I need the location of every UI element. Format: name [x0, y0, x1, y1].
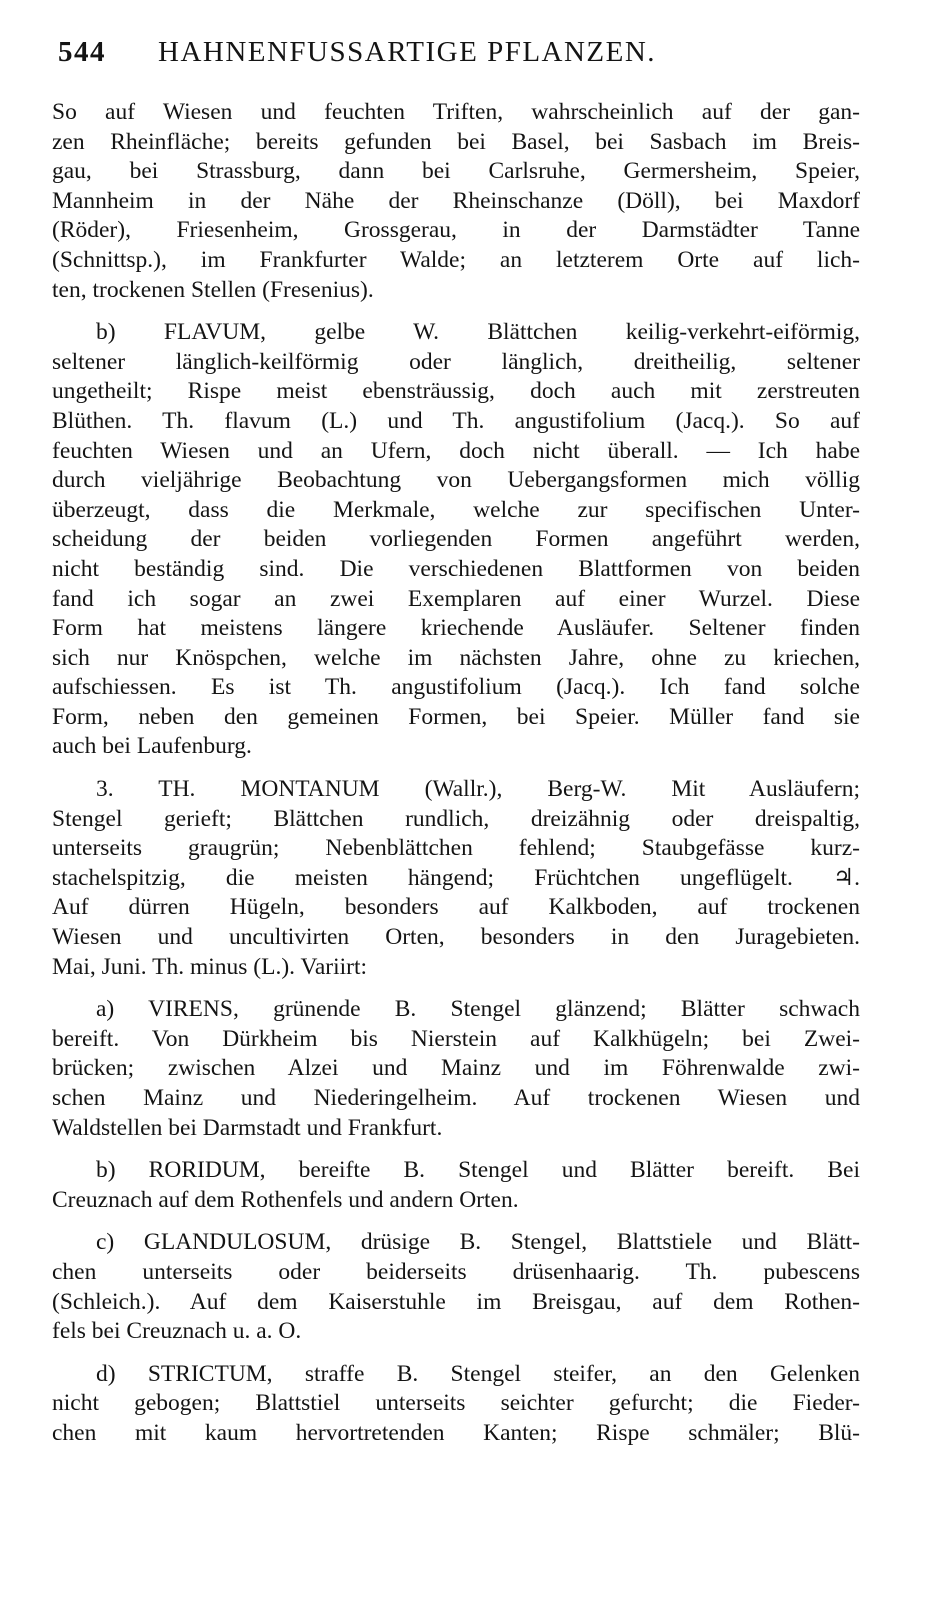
text-line: Creuznach auf dem Rothenfels und andern Orten. — [52, 1186, 519, 1213]
text-line: sich nur Knöspchen, welche im nächsten Jahre, ohne zu kriechen, — [52, 644, 860, 671]
text-line: Form hat meistens längere kriechende Ausläufer. Seltener finden — [52, 615, 860, 642]
text-line: Blüthen. Th. flavum (L.) und Th. angustifolium (Jacq.). So auf — [52, 407, 860, 434]
text-line: durch vieljährige Beobachtung von Uebergangsformen mich völlig — [52, 467, 860, 494]
text-line: bereift. Von Dürkheim bis Nierstein auf Kalkhügeln; bei Zwei- — [52, 1025, 860, 1052]
text-line: Stengel gerieft; Blättchen rundlich, dreizähnig oder dreispaltig, — [52, 805, 860, 832]
paragraph-species-montanum — [52, 775, 860, 982]
text-line: c) GLANDULOSUM, drüsige B. Stengel, Blattstiele und Blätt- — [96, 1229, 860, 1256]
text-line: Auf dürren Hügeln, besonders auf Kalkboden, auf trockenen — [52, 894, 860, 921]
text-line: chen mit kaum hervortretenden Kanten; Rispe schmäler; Blü- — [52, 1419, 860, 1446]
text-line: scheidung der beiden vorliegenden Formen angeführt werden, — [52, 526, 860, 553]
text-line: (Schleich.). Auf dem Kaiserstuhle im Breisgau, auf dem Rothen- — [52, 1288, 860, 1315]
text-line: gau, bei Strassburg, dann bei Carlsruhe, Germersheim, Speier, — [52, 158, 860, 185]
text-line: (Röder), Friesenheim, Grossgerau, in der Darmstädter Tanne — [52, 217, 860, 244]
text-line: (Schnittsp.), im Frankfurter Walde; an letzterem Orte auf lich- — [52, 246, 860, 273]
text-line: a) VIRENS, grünende B. Stengel glänzend; Blätter schwach — [96, 996, 860, 1023]
text-line: fels bei Creuznach u. a. O. — [52, 1318, 302, 1345]
paragraph-habitat — [52, 98, 860, 305]
paragraph-variety-roridum — [52, 1156, 860, 1215]
text-line: 3. TH. MONTANUM (Wallr.), Berg-W. Mit Ausläufern; — [96, 776, 860, 803]
running-head-title: HAHNENFUSSARTIGE PFLANZEN. — [158, 36, 657, 68]
text-line: d) STRICTUM, straffe B. Stengel steifer, an den Gelenken — [96, 1360, 860, 1387]
text-line: auch bei Laufenburg. — [52, 733, 252, 760]
text-line: unterseits graugrün; Nebenblättchen fehlend; Staubgefässe kurz- — [52, 835, 860, 862]
text-line: brücken; zwischen Alzei und Mainz und im Föhrenwalde zwi- — [52, 1055, 860, 1082]
text-line: Wiesen und uncultivirten Orten, besonders in den Juragebieten. — [52, 924, 860, 951]
running-head — [52, 36, 860, 86]
text-line: seltener länglich-keilförmig oder länglich, dreitheilig, seltener — [52, 348, 860, 375]
paragraph-variety-glandulosum — [52, 1228, 860, 1346]
text-line: aufschiessen. Es ist Th. angustifolium (Jacq.). Ich fand solche — [52, 674, 860, 701]
text-line: stachelspitzig, die meisten hängend; Früchtchen ungeflügelt. ♃. — [52, 864, 860, 891]
text-line: chen unterseits oder beiderseits drüsenhaarig. Th. pubescens — [52, 1258, 860, 1285]
text-line: Mannheim in der Nähe der Rheinschanze (Döll), bei Maxdorf — [52, 187, 860, 214]
text-line: nicht beständig sind. Die verschiedenen Blattformen von beiden — [52, 555, 860, 582]
text-line: nicht gebogen; Blattstiel unterseits seichter gefurcht; die Fieder- — [52, 1390, 860, 1417]
text-line: fand ich sogar an zwei Exemplaren auf einer Wurzel. Diese — [52, 585, 860, 612]
text-line: Mai, Juni. Th. minus (L.). Variirt: — [52, 953, 368, 980]
paragraph-variety-strictum — [52, 1360, 860, 1449]
text-line: zen Rheinfläche; bereits gefunden bei Basel, bei Sasbach im Breis- — [52, 128, 860, 155]
text-line: So auf Wiesen und feuchten Triften, wahrscheinlich auf der gan- — [52, 99, 860, 125]
text-line: b) RORIDUM, bereifte B. Stengel und Blätter bereift. Bei — [96, 1157, 860, 1184]
book-page — [52, 36, 860, 1586]
paragraph-variety-virens — [52, 995, 860, 1143]
text-line: Waldstellen bei Darmstadt und Frankfurt. — [52, 1114, 443, 1141]
paragraph-variety-flavum — [52, 318, 860, 762]
text-line: schen Mainz und Niederingelheim. Auf trockenen Wiesen und — [52, 1085, 860, 1111]
page-number: 544 — [58, 36, 106, 68]
text-line: überzeugt, dass die Merkmale, welche zur specifischen Unter- — [52, 496, 860, 523]
text-line: ten, trockenen Stellen (Fresenius). — [52, 276, 374, 303]
text-line: ungetheilt; Rispe meist ebensträussig, doch auch mit zerstreuten — [52, 378, 860, 405]
text-line: Form, neben den gemeinen Formen, bei Speier. Müller fand sie — [52, 703, 860, 730]
text-line: b) FLAVUM, gelbe W. Blättchen keilig-verkehrt-eiförmig, — [96, 319, 860, 346]
text-line: feuchten Wiesen und an Ufern, doch nicht überall. — Ich habe — [52, 437, 860, 464]
